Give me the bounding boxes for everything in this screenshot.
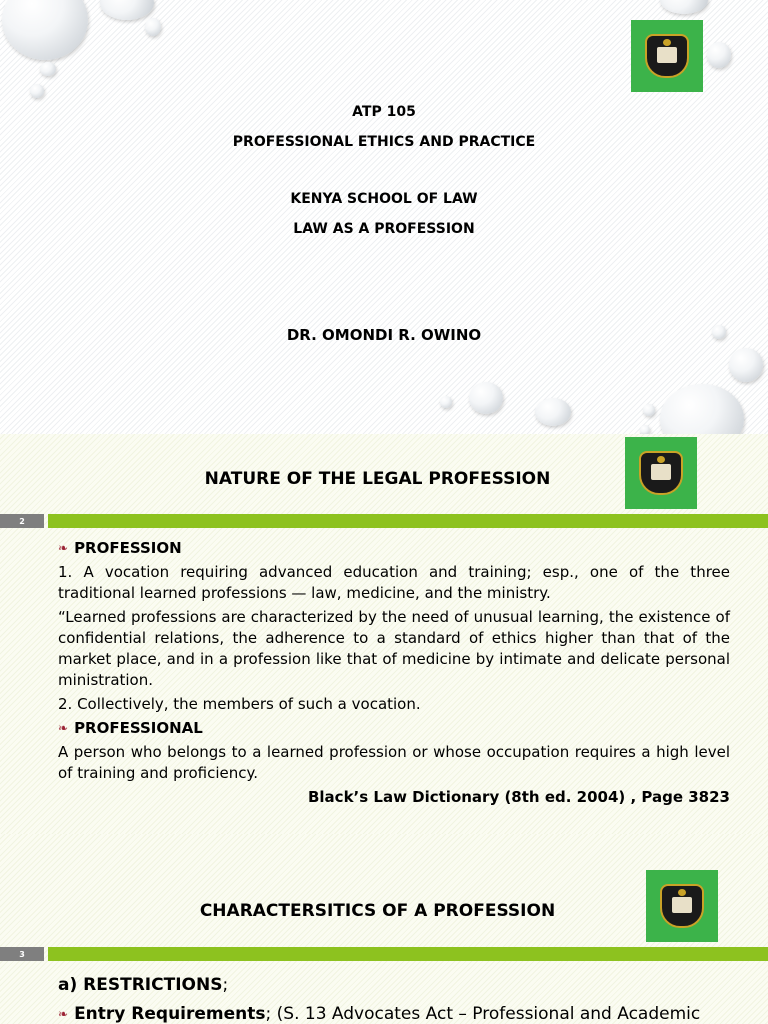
definition-2: 2. Collectively, the members of such a vocation.: [58, 695, 421, 713]
water-drop: [660, 0, 708, 14]
accent-bar: [48, 947, 768, 961]
slide-number-bar: [0, 947, 768, 961]
water-drop: [440, 396, 452, 408]
kenya-school-of-law-crest-icon: [646, 870, 718, 942]
fleuron-bullet-icon: ❧: [58, 1007, 69, 1021]
kenya-school-of-law-crest-icon: [631, 20, 703, 92]
restrictions-line: a) RESTRICTIONS;: [58, 975, 229, 995]
entry-requirements-line: ❧ Entry Requirements ; (S. 13 Advocates Act – Professional and Academic: [58, 1000, 730, 1024]
slide-number-bar: [0, 514, 768, 528]
slide-nature-of-legal-profession: [0, 434, 768, 834]
water-drop: [729, 348, 763, 382]
definition-professional: A person who belongs to a learned profession or whose occupation requires a high level of training and proficiency.: [58, 743, 730, 782]
fleuron-bullet-icon: ❧: [58, 541, 69, 555]
topic-title: LAW AS A PROFESSION: [293, 221, 475, 237]
water-drop: [2, 0, 88, 60]
course-code: ATP 105: [352, 104, 416, 120]
water-drop: [100, 0, 154, 20]
slide-title: CHARACTERSITICS OF A PROFESSION: [199, 901, 556, 921]
definition-1: 1. A vocation requiring advanced education and training; esp., one of the three traditional learned professions — law, medicine, and the ministry.: [58, 563, 730, 602]
water-drop: [660, 384, 744, 434]
slide-body: [58, 971, 730, 1024]
quote: “Learned professions are characterized by the need of unusual learning, the existence of confidential relations, the adherence to a standard of ethics higher than that of the market place, and in a profession like that of medicine by intimate and delicate personal ministration.: [58, 608, 730, 689]
slide-body: [58, 538, 730, 808]
slide-number: 3: [0, 947, 44, 961]
heading-professional: ❧ PROFESSIONAL: [58, 719, 203, 737]
accent-bar: [48, 514, 768, 528]
institution-name: KENYA SCHOOL OF LAW: [290, 191, 478, 207]
citation: Black’s Law Dictionary (8th ed. 2004) , Page 3823: [307, 788, 730, 806]
water-drop: [145, 18, 161, 36]
heading-profession: ❧ PROFESSION: [58, 539, 182, 557]
slide-title: NATURE OF THE LEGAL PROFESSION: [204, 469, 551, 489]
water-drop: [643, 404, 655, 416]
water-drop: [640, 425, 650, 434]
slide-number: 2: [0, 514, 44, 528]
water-drop: [535, 398, 571, 426]
water-drop: [30, 84, 44, 98]
title-slide: [0, 0, 768, 434]
water-drop: [707, 42, 731, 68]
course-title: PROFESSIONAL ETHICS AND PRACTICE: [232, 134, 536, 150]
slide-characteristics: [0, 834, 768, 1024]
author-name: DR. OMONDI R. OWINO: [286, 326, 482, 344]
kenya-school-of-law-crest-icon: [625, 437, 697, 509]
water-drop: [469, 382, 503, 414]
fleuron-bullet-icon: ❧: [58, 721, 69, 735]
water-drop: [40, 62, 56, 76]
